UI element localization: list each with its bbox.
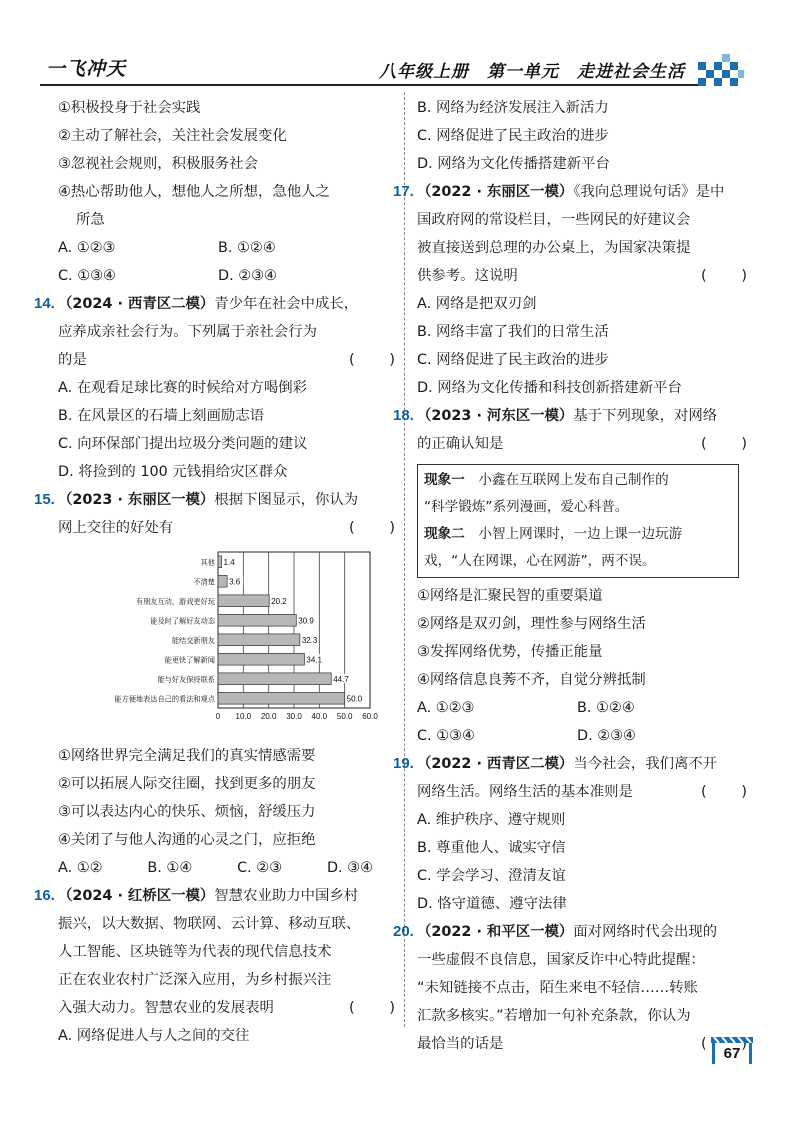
x-tick-label: 50.0 bbox=[336, 712, 353, 721]
right-column bbox=[393, 94, 747, 1058]
q15-bar-chart bbox=[50, 546, 390, 736]
q16-source: （2024 · 红桥区一模） bbox=[58, 888, 215, 904]
q15-option-a: A. ①② bbox=[58, 860, 103, 876]
q13-item-4: ④热心帮助他人，想他人之所想，急他人之 bbox=[58, 184, 330, 200]
question-18 bbox=[393, 402, 747, 750]
q14-option-c: C. 向环保部门提出垃圾分类问题的建议 bbox=[58, 436, 308, 452]
scene1-line-1: 小鑫在互联网上发布自己制作的 bbox=[464, 472, 669, 488]
scene2-label: 现象二 bbox=[424, 526, 465, 542]
category-label: 能方便地表达自己的看法和观点 bbox=[114, 694, 215, 704]
scene2-line-1: 小智上网课时，一边上课一边玩游 bbox=[464, 526, 683, 542]
q17-option-c: C. 网络促进了民主政治的进步 bbox=[417, 352, 609, 368]
x-tick-label: 20.0 bbox=[260, 712, 277, 721]
q16-stem-2: 振兴，以大数据、物联网、云计算、移动互联、 bbox=[58, 916, 361, 932]
q16-number: 16. bbox=[34, 887, 55, 904]
value-label: 34.1 bbox=[306, 655, 322, 665]
bar bbox=[218, 673, 331, 685]
q13-item-1: ①积极投身于社会实践 bbox=[58, 100, 201, 116]
q18-item-2: ②网络是双刃剑，理性参与网络生活 bbox=[417, 616, 646, 632]
q15-stem-1: 根据下图显示，你认为 bbox=[214, 492, 359, 508]
q16-option-c: C. 网络促进了民主政治的进步 bbox=[417, 128, 609, 144]
q18-answer-blank[interactable] bbox=[701, 430, 747, 458]
page-header bbox=[0, 0, 800, 86]
category-label: 不清楚 bbox=[193, 577, 215, 587]
q19-option-c: C. 学会学习、澄清友谊 bbox=[417, 868, 566, 884]
category-label: 能结交新朋友 bbox=[171, 635, 215, 645]
value-label: 44.7 bbox=[333, 674, 349, 684]
q18-stem-1: 基于下列现象，对网络 bbox=[573, 408, 718, 424]
q17-option-d: D. 网络为文化传播和科技创新搭建新平台 bbox=[417, 380, 682, 396]
category-label: 能与好友保持联系 bbox=[157, 674, 215, 684]
x-tick-label: 10.0 bbox=[235, 712, 252, 721]
q13-option-b: B. ①②④ bbox=[218, 240, 276, 256]
q14-option-d: D. 将捡到的 100 元钱捐给灾区群众 bbox=[58, 464, 288, 480]
q15-item-4: ④关闭了与他人沟通的心灵之门，应拒绝 bbox=[58, 832, 316, 848]
bar bbox=[218, 653, 304, 665]
q17-stem-1: 《我向总理说句话》是中 bbox=[573, 184, 725, 200]
q19-option-a: A. 维护秩序、遵守规则 bbox=[417, 812, 566, 828]
q14-number: 14. bbox=[34, 295, 55, 312]
value-label: 50.0 bbox=[346, 694, 363, 704]
q20-number: 20. bbox=[393, 923, 414, 940]
q15-stem-2: 网上交往的好处有 bbox=[58, 520, 174, 536]
q18-options-row-1 bbox=[417, 694, 747, 722]
q15-item-1: ①网络世界完全满足我们的真实情感需要 bbox=[58, 748, 316, 764]
q16-stem-3: 人工智能、区块链等为代表的现代信息技术 bbox=[58, 944, 332, 960]
brand-logo: 一飞冲天 bbox=[46, 58, 127, 80]
q18-stem-2: 的正确认知是 bbox=[417, 436, 504, 452]
category-label: 其他 bbox=[200, 557, 215, 567]
q18-option-c: C. ①③④ bbox=[417, 728, 475, 744]
q15-option-b: B. ①④ bbox=[147, 860, 193, 876]
q16-stem-1: 智慧农业助力中国乡村 bbox=[214, 888, 359, 904]
q19-option-b: B. 尊重他人、诚实守信 bbox=[417, 840, 566, 856]
category-label: 能更快了解新闻 bbox=[164, 655, 215, 665]
value-label: 1.4 bbox=[223, 557, 235, 567]
q18-scenario-box bbox=[417, 464, 739, 578]
q13-options-row-2 bbox=[58, 262, 395, 290]
q17-stem-2: 国政府网的常设栏目，一些网民的好建议会 bbox=[417, 212, 691, 228]
q15-number: 15. bbox=[34, 491, 55, 508]
q18-source: （2023 · 河东区一模） bbox=[417, 408, 574, 424]
q17-option-b: B. 网络丰富了我们的日常生活 bbox=[417, 324, 609, 340]
bar bbox=[218, 575, 227, 587]
header-title: 八年级上册 第一单元 走进社会生活 bbox=[379, 62, 685, 82]
bar bbox=[218, 634, 300, 646]
question-20 bbox=[393, 918, 747, 1058]
q14-option-a: A. 在观看足球比赛的时候给对方喝倒彩 bbox=[58, 380, 307, 396]
q19-stem-1: 当今社会，我们离不开 bbox=[573, 756, 718, 772]
q14-stem-1: 青少年在社会中成长， bbox=[214, 296, 359, 312]
q13-option-c: C. ①③④ bbox=[58, 268, 116, 284]
q17-stem-3: 被直接送到总理的办公桌上，为国家决策提 bbox=[417, 240, 691, 256]
q20-stem-2: 一些虚假不良信息，国家反诈中心特此提醒： bbox=[417, 952, 705, 968]
question-19 bbox=[393, 750, 747, 918]
q18-item-3: ③发挥网络优势，传播正能量 bbox=[417, 644, 603, 660]
question-14 bbox=[34, 290, 395, 486]
q13-options-row-1 bbox=[58, 234, 395, 262]
left-column bbox=[34, 94, 395, 1050]
q15-options bbox=[58, 854, 373, 882]
q13-option-a: A. ①②③ bbox=[58, 240, 116, 256]
page-number-badge bbox=[710, 1036, 754, 1066]
checker-decoration-icon bbox=[698, 54, 744, 86]
q15-item-2: ②可以拓展人际交往圈，找到更多的朋友 bbox=[58, 776, 316, 792]
header-rule bbox=[40, 84, 700, 86]
q18-option-a: A. ①②③ bbox=[417, 700, 475, 716]
scene1-line-2: “科学锻炼”系列漫画，爱心科普。 bbox=[424, 499, 629, 515]
q18-item-4: ④网络信息良莠不齐，自觉分辨抵制 bbox=[417, 672, 646, 688]
q14-option-b: B. 在风景区的石墙上刻画励志语 bbox=[58, 408, 265, 424]
q18-number: 18. bbox=[393, 407, 414, 424]
value-label: 30.9 bbox=[298, 616, 314, 626]
page-number: 67 bbox=[723, 1045, 741, 1062]
scene2-line-2: 戏，“人在网课，心在网游”，两不误。 bbox=[424, 553, 656, 569]
q20-source: （2022 · 和平区一模） bbox=[417, 924, 574, 940]
q15-source: （2023 · 东丽区一模） bbox=[58, 492, 215, 508]
q16-option-a: A. 网络促进人与人之间的交往 bbox=[58, 1028, 250, 1044]
q20-stem-3: “未知链接不点击，陌生来电不轻信……转账 bbox=[417, 980, 698, 996]
question-15 bbox=[34, 486, 395, 882]
q15-answer-blank[interactable] bbox=[349, 514, 395, 542]
value-label: 32.3 bbox=[301, 635, 318, 645]
x-tick-label: 60.0 bbox=[362, 712, 378, 721]
q19-number: 19. bbox=[393, 755, 414, 772]
q20-stem-1: 面对网络时代会出现的 bbox=[573, 924, 718, 940]
q18-options-row-2 bbox=[417, 722, 747, 750]
category-label: 有朋友互动，游戏更好玩 bbox=[135, 596, 215, 606]
q19-answer-blank[interactable] bbox=[701, 778, 747, 806]
q13-item-4-cont: 所急 bbox=[76, 212, 105, 228]
q17-answer-blank[interactable] bbox=[701, 262, 747, 290]
chart-svg bbox=[50, 546, 390, 736]
q16-answer-blank[interactable] bbox=[349, 994, 395, 1022]
q14-source: （2024 · 西青区二模） bbox=[58, 296, 215, 312]
category-label: 能及时了解好友动态 bbox=[150, 616, 215, 626]
q17-stem-4: 供参考。这说明 bbox=[417, 268, 518, 284]
q20-stem-5: 最恰当的话是 bbox=[417, 1036, 504, 1052]
q16-option-d: D. 网络为文化传播搭建新平台 bbox=[417, 156, 610, 172]
x-tick-label: 0 bbox=[215, 712, 221, 721]
x-tick-label: 40.0 bbox=[311, 712, 328, 721]
q17-source: （2022 · 东丽区一模） bbox=[417, 184, 574, 200]
q19-stem-2: 网络生活。网络生活的基本准则是 bbox=[417, 784, 633, 800]
column-divider bbox=[404, 92, 405, 1027]
question-17 bbox=[393, 178, 747, 402]
q16-stem-4: 正在农业农村广泛深入应用，为乡村振兴注 bbox=[58, 972, 332, 988]
bar bbox=[218, 595, 269, 607]
bar bbox=[218, 556, 222, 568]
q17-option-a: A. 网络是把双刃剑 bbox=[417, 296, 537, 312]
q13-item-2: ②主动了解社会，关注社会发展变化 bbox=[58, 128, 287, 144]
q18-option-b: B. ①②④ bbox=[577, 700, 635, 716]
q16-option-b: B. 网络为经济发展注入新活力 bbox=[417, 100, 609, 116]
q13-option-d: D. ②③④ bbox=[218, 268, 277, 284]
q18-option-d: D. ②③④ bbox=[577, 728, 636, 744]
q15-option-d: D. ③④ bbox=[326, 860, 373, 876]
q20-stem-4: 汇款多核实。”若增加一句补充条款，你认为 bbox=[417, 1008, 691, 1024]
question-16 bbox=[34, 882, 395, 1050]
bar bbox=[218, 692, 345, 704]
q14-stem-2: 应养成亲社会行为。下列属于亲社会行为 bbox=[58, 324, 318, 340]
x-tick-label: 30.0 bbox=[286, 712, 302, 721]
q15-item-3: ③可以表达内心的快乐、烦恼，舒缓压力 bbox=[58, 804, 316, 820]
value-label: 3.6 bbox=[229, 577, 241, 587]
q19-option-d: D. 恪守道德、遵守法律 bbox=[417, 896, 567, 912]
value-label: 20.2 bbox=[271, 596, 287, 606]
q16-stem-5: 入强大动力。智慧农业的发展表明 bbox=[58, 1000, 274, 1016]
q14-answer-blank[interactable] bbox=[349, 346, 395, 374]
q19-source: （2022 · 西青区二模） bbox=[417, 756, 574, 772]
q17-number: 17. bbox=[393, 183, 414, 200]
bar bbox=[218, 614, 296, 626]
q15-option-c: C. ②③ bbox=[237, 860, 283, 876]
q18-item-1: ①网络是汇聚民智的重要渠道 bbox=[417, 588, 603, 604]
q14-stem-3: 的是 bbox=[58, 352, 87, 368]
q13-item-3: ③忽视社会规则，积极服务社会 bbox=[58, 156, 258, 172]
scene1-label: 现象一 bbox=[424, 472, 465, 488]
